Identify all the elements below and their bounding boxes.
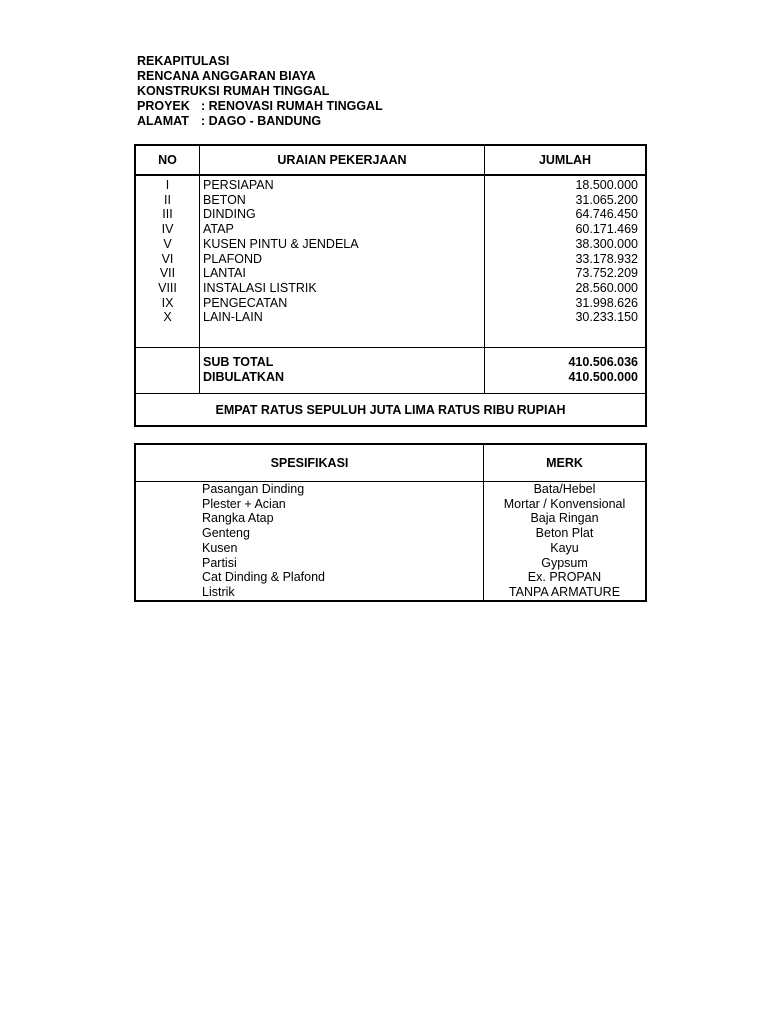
spec-item: Listrik [135,585,484,601]
row-no: X [135,310,200,325]
row-description: LAIN-LAIN [200,310,485,325]
table-row [135,585,646,601]
project-value: : RENOVASI RUMAH TINGGAL [201,99,383,113]
header-construction-type: KONSTRUKSI RUMAH TINGGAL [137,84,330,98]
row-description: LANTAI [200,266,485,281]
row-no: IV [135,222,200,237]
row-amount: 31.998.626 [575,295,638,310]
spec-brand: Kayu [550,540,579,555]
spec-item: Genteng [135,526,484,541]
table-row [135,237,646,252]
cost-summary-table [134,144,647,427]
header-subtitle: RENCANA ANGGARAN BIAYA [137,69,316,83]
table-row [135,252,646,267]
row-description: INSTALASI LISTRIK [200,281,485,296]
col-header-brand: MERK [484,444,647,482]
spec-brand: Beton Plat [535,526,594,541]
row-description: ATAP [200,222,485,237]
table-row [135,511,646,526]
table-row [135,193,646,208]
rounded-total-label: DIBULATKAN [200,370,485,394]
table-row [135,482,646,497]
row-no: IX [135,296,200,311]
row-no: I [135,175,200,193]
row-amount: 64.746.450 [575,207,638,222]
spec-table-header [135,444,646,482]
row-no: III [135,207,200,222]
row-amount: 31.065.200 [575,192,638,207]
document-header [137,54,383,129]
spec-item: Rangka Atap [135,511,484,526]
subtotal-value: 410.506.036 [568,355,638,370]
spec-item: Cat Dinding & Plafond [135,570,484,585]
row-description: DINDING [200,207,485,222]
table-row [135,570,646,585]
row-no: V [135,237,200,252]
subtotal-row [135,348,646,370]
col-header-description: URAIAN PEKERJAAN [200,145,485,175]
cost-table-header [135,145,646,175]
spec-brand: Bata/Hebel [533,482,596,496]
row-amount: 38.300.000 [575,236,638,251]
row-amount: 60.171.469 [575,222,638,237]
row-description: KUSEN PINTU & JENDELA [200,237,485,252]
subtotal-label: SUB TOTAL [200,348,485,370]
table-row [135,296,646,311]
table-row [135,497,646,512]
row-description: PENGECATAN [200,296,485,311]
rounded-total-value: 410.500.000 [485,370,647,394]
header-address [137,114,383,129]
table-row [135,281,646,296]
table-row [135,310,646,325]
col-header-specification: SPESIFIKASI [135,444,484,482]
row-amount: 28.560.000 [575,280,638,295]
spec-item: Kusen [135,541,484,556]
spec-brand: Baja Ringan [530,511,599,526]
row-amount: 18.500.000 [575,178,638,192]
table-row [135,541,646,556]
spec-brand: Mortar / Konvensional [503,496,626,511]
table-row [135,526,646,541]
rounded-total-row [135,370,646,394]
address-label: ALAMAT [137,114,189,128]
amount-in-words: EMPAT RATUS SEPULUH JUTA LIMA RATUS RIBU RUPIAH [215,402,566,417]
row-no: VII [135,266,200,281]
table-row [135,207,646,222]
header-title: REKAPITULASI [137,54,230,68]
row-amount: 73.752.209 [575,266,638,281]
specification-table [134,443,647,602]
col-header-amount: JUMLAH [485,145,647,175]
header-project [137,99,383,114]
row-no: VIII [135,281,200,296]
row-amount: 33.178.932 [575,251,638,266]
spec-brand: TANPA ARMATURE [508,584,621,599]
project-label: PROYEK [137,99,190,113]
table-row [135,266,646,281]
spec-item: Partisi [135,556,484,571]
table-row [135,556,646,571]
spec-item: Plester + Acian [135,497,484,512]
amount-in-words-row [135,394,646,427]
table-row [135,222,646,237]
row-no: II [135,193,200,208]
table-row [135,175,646,193]
row-amount: 30.233.150 [575,310,638,325]
row-description: PERSIAPAN [200,175,485,193]
row-no: VI [135,252,200,267]
spec-brand: Ex. PROPAN [527,570,602,585]
spec-item: Pasangan Dinding [135,482,484,497]
spec-brand: Gypsum [541,555,588,570]
col-header-no: NO [135,145,200,175]
row-description: PLAFOND [200,252,485,267]
table-spacer-row [135,325,646,348]
row-description: BETON [200,193,485,208]
address-value: : DAGO - BANDUNG [201,114,322,128]
